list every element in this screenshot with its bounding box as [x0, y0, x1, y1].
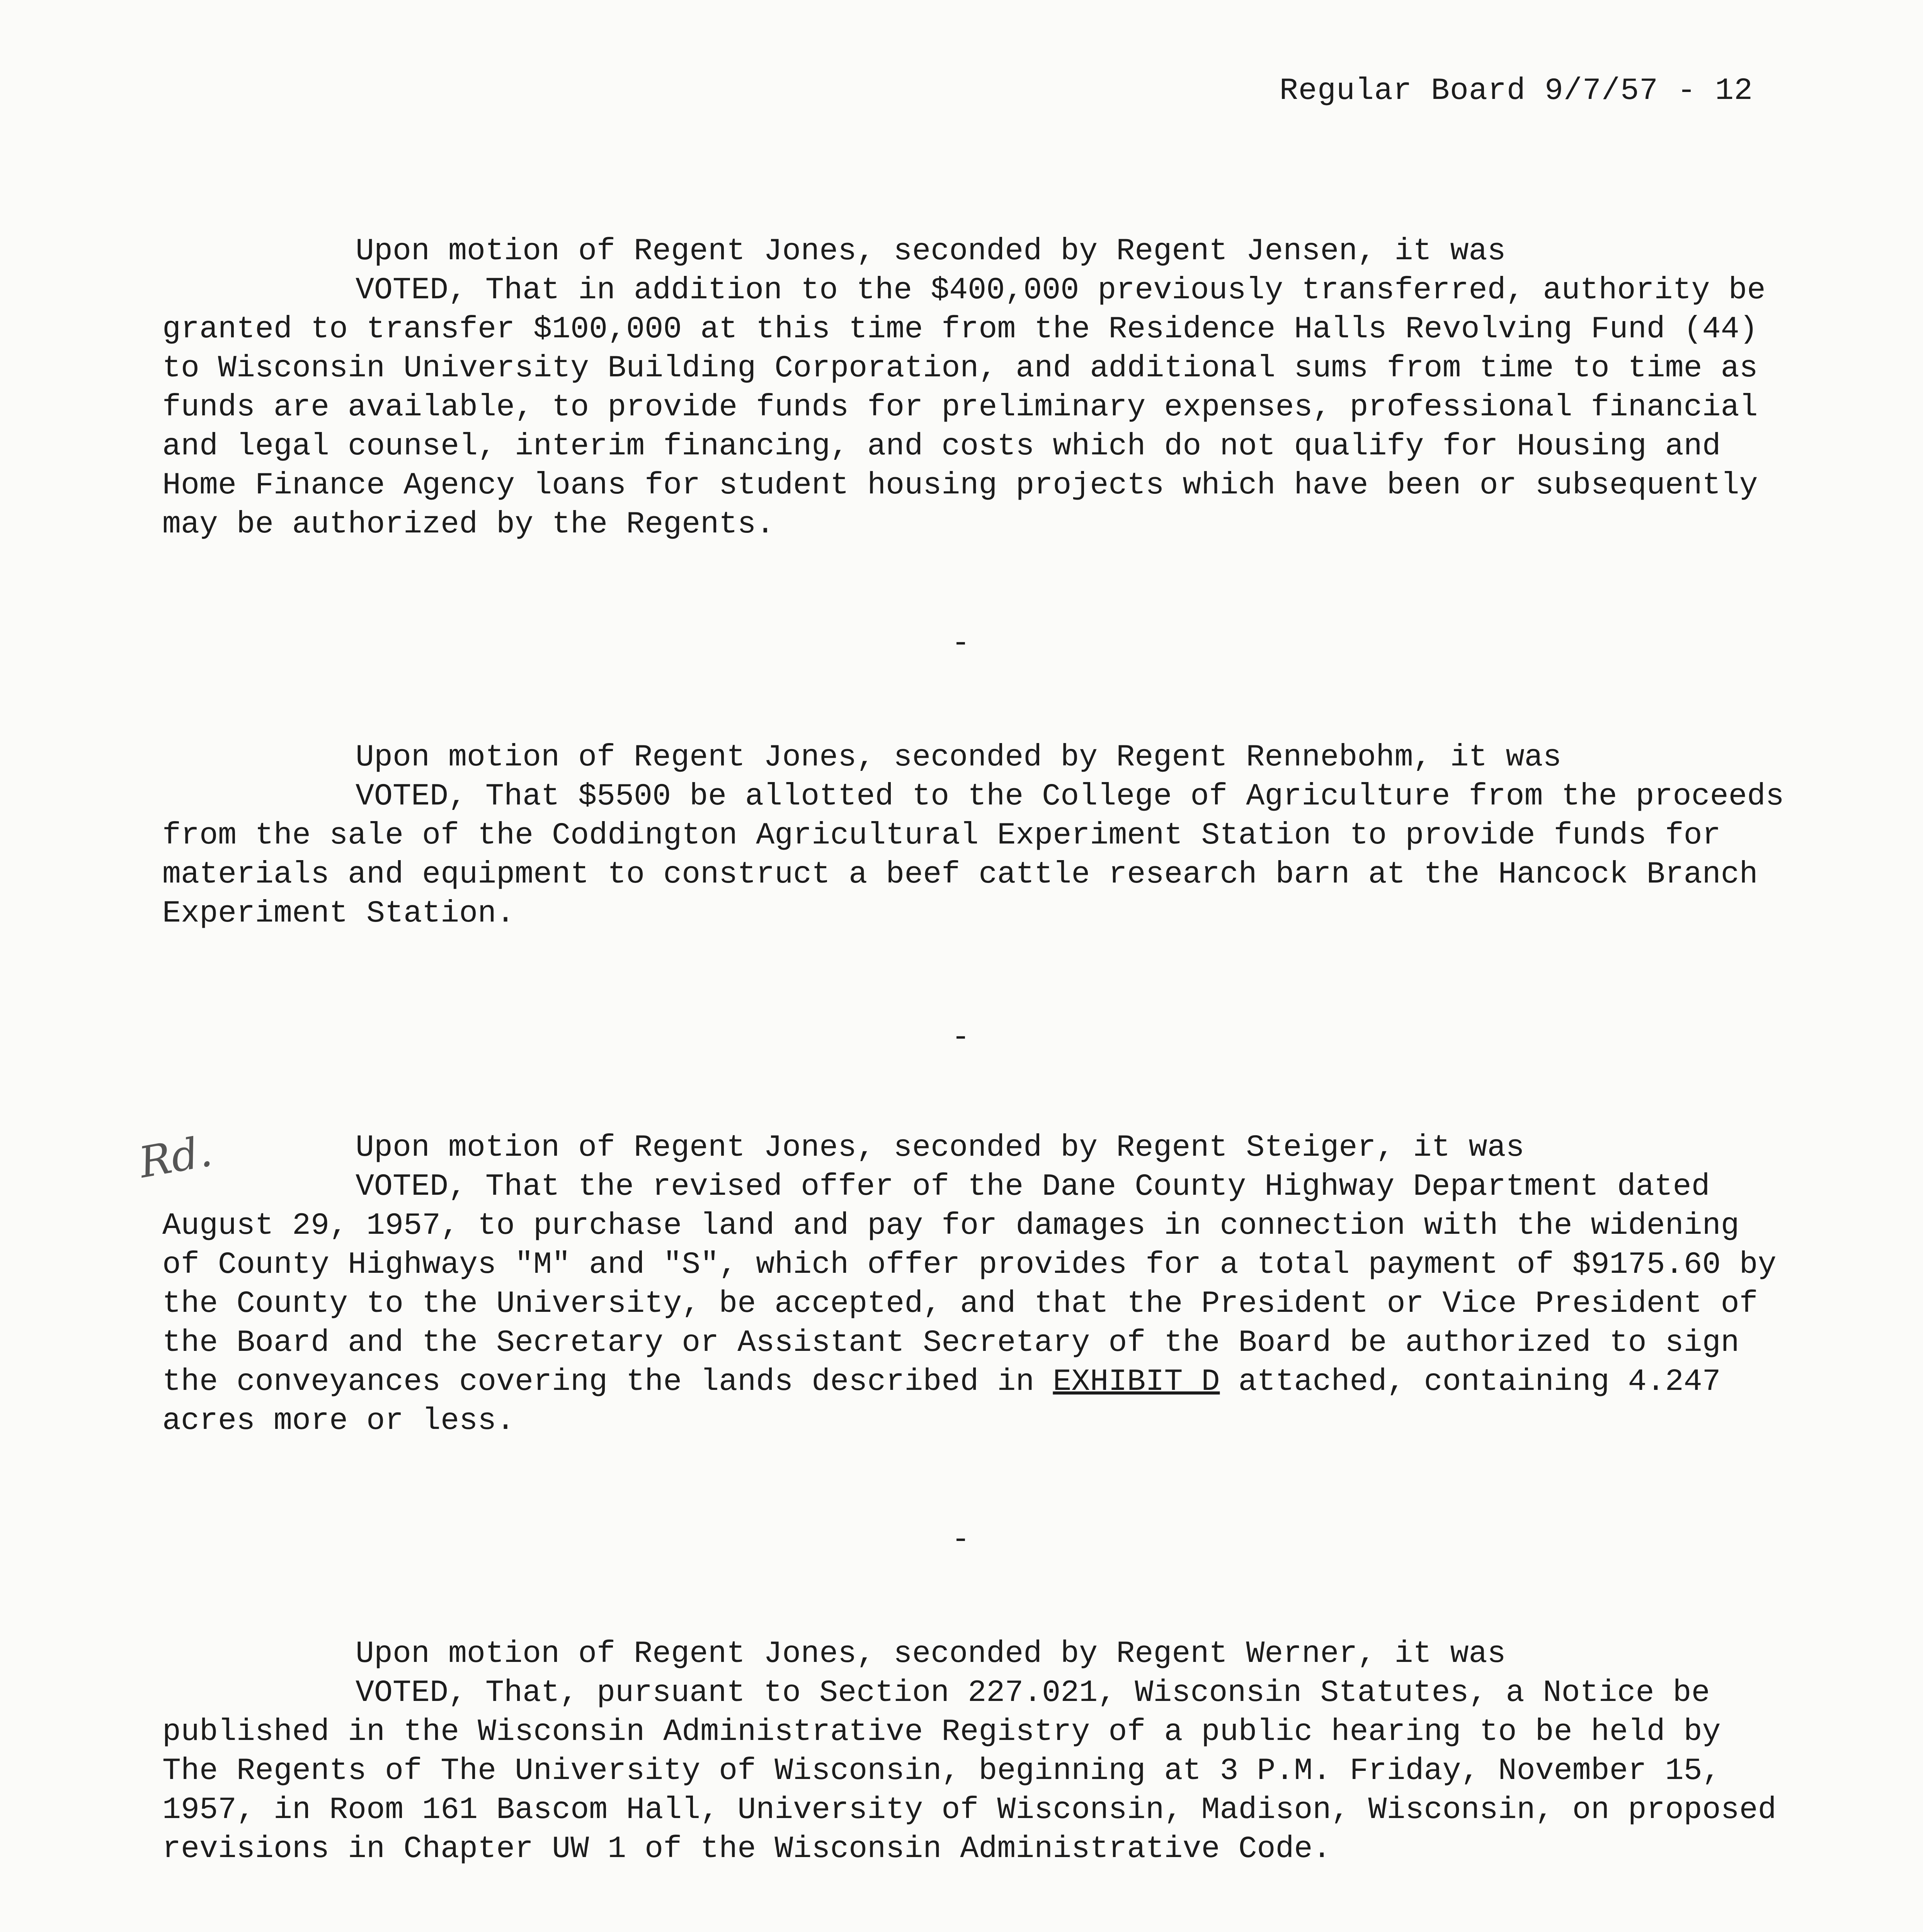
- resolution-residence-halls-fund: [162, 232, 1793, 544]
- running-header: Regular Board 9/7/57 - 12: [1279, 73, 1753, 109]
- resolution-beef-cattle-barn: [162, 738, 1793, 933]
- separator: -: [951, 626, 972, 661]
- handwritten-margin-note: Rd.: [135, 1126, 216, 1188]
- motion-line: Upon motion of Regent Jones, seconded by Regent Rennebohm, it was: [356, 740, 1562, 775]
- voted-text-end: attached, containing 4.247 acres more or less.: [162, 1364, 1721, 1439]
- resolution-public-hearing-notice: [162, 1634, 1793, 1869]
- motion-line: Upon motion of Regent Jones, seconded by Regent Jensen, it was: [356, 234, 1506, 269]
- voted-text: VOTED, That in addition to the $400,000 previously transferred, authority be granted to transfer $100,000 at this time from the Residence Halls Revolving Fund (44) to Wisconsin University Building Corporation, and additional sums from time to time as funds are available, to provide funds for preliminary expenses, professional financial and legal counsel, interim financing, and costs which do not qualify for Housing and Home Finance Agency loans for student housing projects which have been or subsequently may be authorized by the Regents.: [162, 273, 1766, 542]
- motion-line: Upon motion of Regent Jones, seconded by Regent Werner, it was: [356, 1636, 1506, 1672]
- voted-text-main: VOTED, That the revised offer of the Dane County Highway Department dated August 29, 1957, to purchase land and pay for damages in connection with the widening of County Highways "M" and "S", which offer provides for a total payment of $9175.60 by the County to the University, be accepted, and that the President or Vice President of the Board and the Secretary or Assistant Secretary of the Board be authorized to sign the conveyances covering the lands described in: [162, 1169, 1777, 1400]
- separator: -: [951, 1020, 972, 1055]
- voted-text: [162, 1167, 1793, 1440]
- motion-line: Upon motion of Regent Jones, seconded by Regent Steiger, it was: [356, 1130, 1525, 1165]
- exhibit-reference: EXHIBIT D: [1053, 1364, 1220, 1400]
- separator: -: [951, 1522, 972, 1558]
- voted-text: VOTED, That $5500 be allotted to the College of Agriculture from the proceeds from the sale of the Coddington Agricultural Experiment Station to provide funds for materials and equipment to construct a beef cattle research barn at the Hancock Branch Experiment Station.: [162, 779, 1784, 931]
- voted-text: VOTED, That, pursuant to Section 227.021, Wisconsin Statutes, a Notice be published in the Wisconsin Administrative Registry of a public hearing to be held by The Regents of The University of Wisconsin, beginning at 3 P.M. Friday, November 15, 1957, in Room 161 Bascom Hall, University of Wisconsin, Madison, Wisconsin, on proposed revisions in Chapter UW 1 of the Wisconsin Administrative Code.: [162, 1675, 1777, 1867]
- resolution-county-highway-offer: [162, 1128, 1793, 1440]
